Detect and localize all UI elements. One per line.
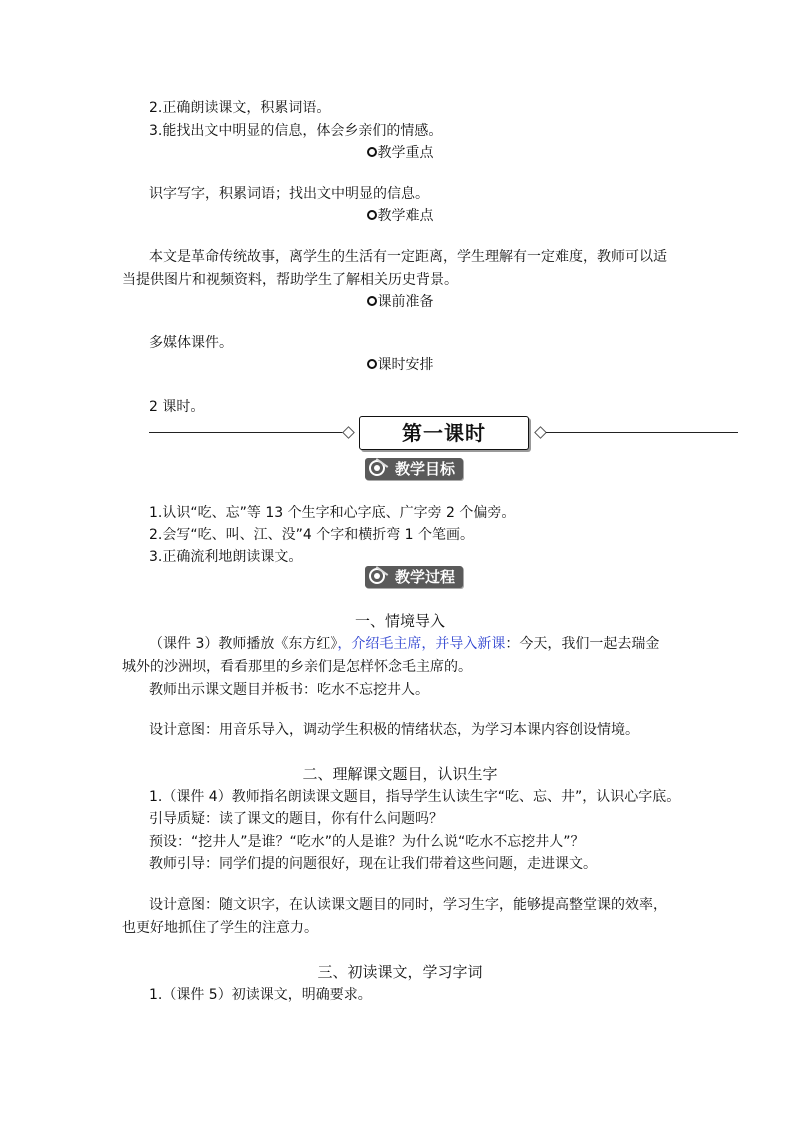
divider-diamond-right <box>534 426 547 439</box>
lesson-title-box: 第一课时 <box>359 416 529 450</box>
part1-title: 一、情境导入 <box>354 612 445 630</box>
goal-item-3: 3.能找出文中明显的信息，体会乡亲们的情感。 <box>149 123 443 139</box>
section-heading-difficulties: 教学难点 <box>0 206 800 226</box>
part1-line3: 教师出示课文题目并板书：吃水不忘挖井人。 <box>149 682 429 698</box>
lesson-goal-2: 2.会写“吃、叫、江、没”4 个字和横折弯 1 个笔画。 <box>149 527 475 543</box>
ring-bullet-icon <box>367 147 377 157</box>
lesson-goal-1: 1.认识“吃、忘”等 13 个生字和心字底、广字旁 2 个偏旁。 <box>149 505 516 521</box>
part2-title: 二、理解课文题目，认识生字 <box>302 765 498 783</box>
ring-bullet-icon <box>367 296 377 306</box>
divider-line-left <box>149 432 344 433</box>
part3-line1: 1.（课件 5）初读课文，明确要求。 <box>149 987 372 1003</box>
goal-item-2: 2.正确朗读课文，积累词语。 <box>149 100 331 116</box>
part2-line4: 教师引导：同学们提的问题很好，现在让我们带着这些问题，走进课文。 <box>149 856 597 872</box>
section-heading-key-points: 教学重点 <box>0 143 800 163</box>
preparation-text: 多媒体课件。 <box>149 335 233 351</box>
divider-line-right <box>546 432 738 433</box>
ring-bullet-icon <box>367 210 377 220</box>
divider-diamond-left <box>342 426 355 439</box>
section-heading-preparation: 课前准备 <box>0 292 800 312</box>
part1-design-intent: 设计意图：用音乐导入，调动学生积极的情绪状态，为学习本课内容创设情境。 <box>149 722 639 738</box>
part1-line2: 城外的沙洲坝，看看那里的乡亲们是怎样怀念毛主席的。 <box>122 659 472 675</box>
part1-line1: （课件 3）教师播放《东方红》，介绍毛主席，并导入新课：今天，我们一起去瑞金 <box>149 636 660 652</box>
key-points-text: 识字写字，积累词语；找出文中明显的信息。 <box>149 186 429 202</box>
badge-teaching-process: 教学过程 <box>365 566 463 588</box>
part2-design-line2: 也更好地抓住了学生的注意力。 <box>122 920 318 936</box>
part2-design-line1: 设计意图：随文识字，在认读课文题目的同时，学习生字，能够提高整堂课的效率， <box>149 897 667 913</box>
part2-line3: 预设：“挖井人”是谁？“吃水”的人是谁？为什么说“吃水不忘挖井人”？ <box>149 834 585 850</box>
difficulties-text-line2: 当提供图片和视频资料，帮助学生了解相关历史背景。 <box>122 272 458 288</box>
part2-line2: 引导质疑：读了课文的题目，你有什么问题吗？ <box>149 811 443 827</box>
badge-teaching-goals: 教学目标 <box>365 458 463 480</box>
ring-bullet-icon <box>367 359 377 369</box>
difficulties-text-line1: 本文是革命传统故事，离学生的生活有一定距离，学生理解有一定难度，教师可以适 <box>149 249 667 265</box>
section-heading-schedule: 课时安排 <box>0 355 800 375</box>
lesson-goal-3: 3.正确流利地朗读课文。 <box>149 549 303 565</box>
part3-title: 三、初读课文，学习字词 <box>317 963 483 981</box>
schedule-text: 2 课时。 <box>149 399 205 415</box>
part2-line1: 1.（课件 4）教师指名朗读课文题目，指导学生认读生字“吃、忘、井”，认识心字底。 <box>149 789 681 805</box>
